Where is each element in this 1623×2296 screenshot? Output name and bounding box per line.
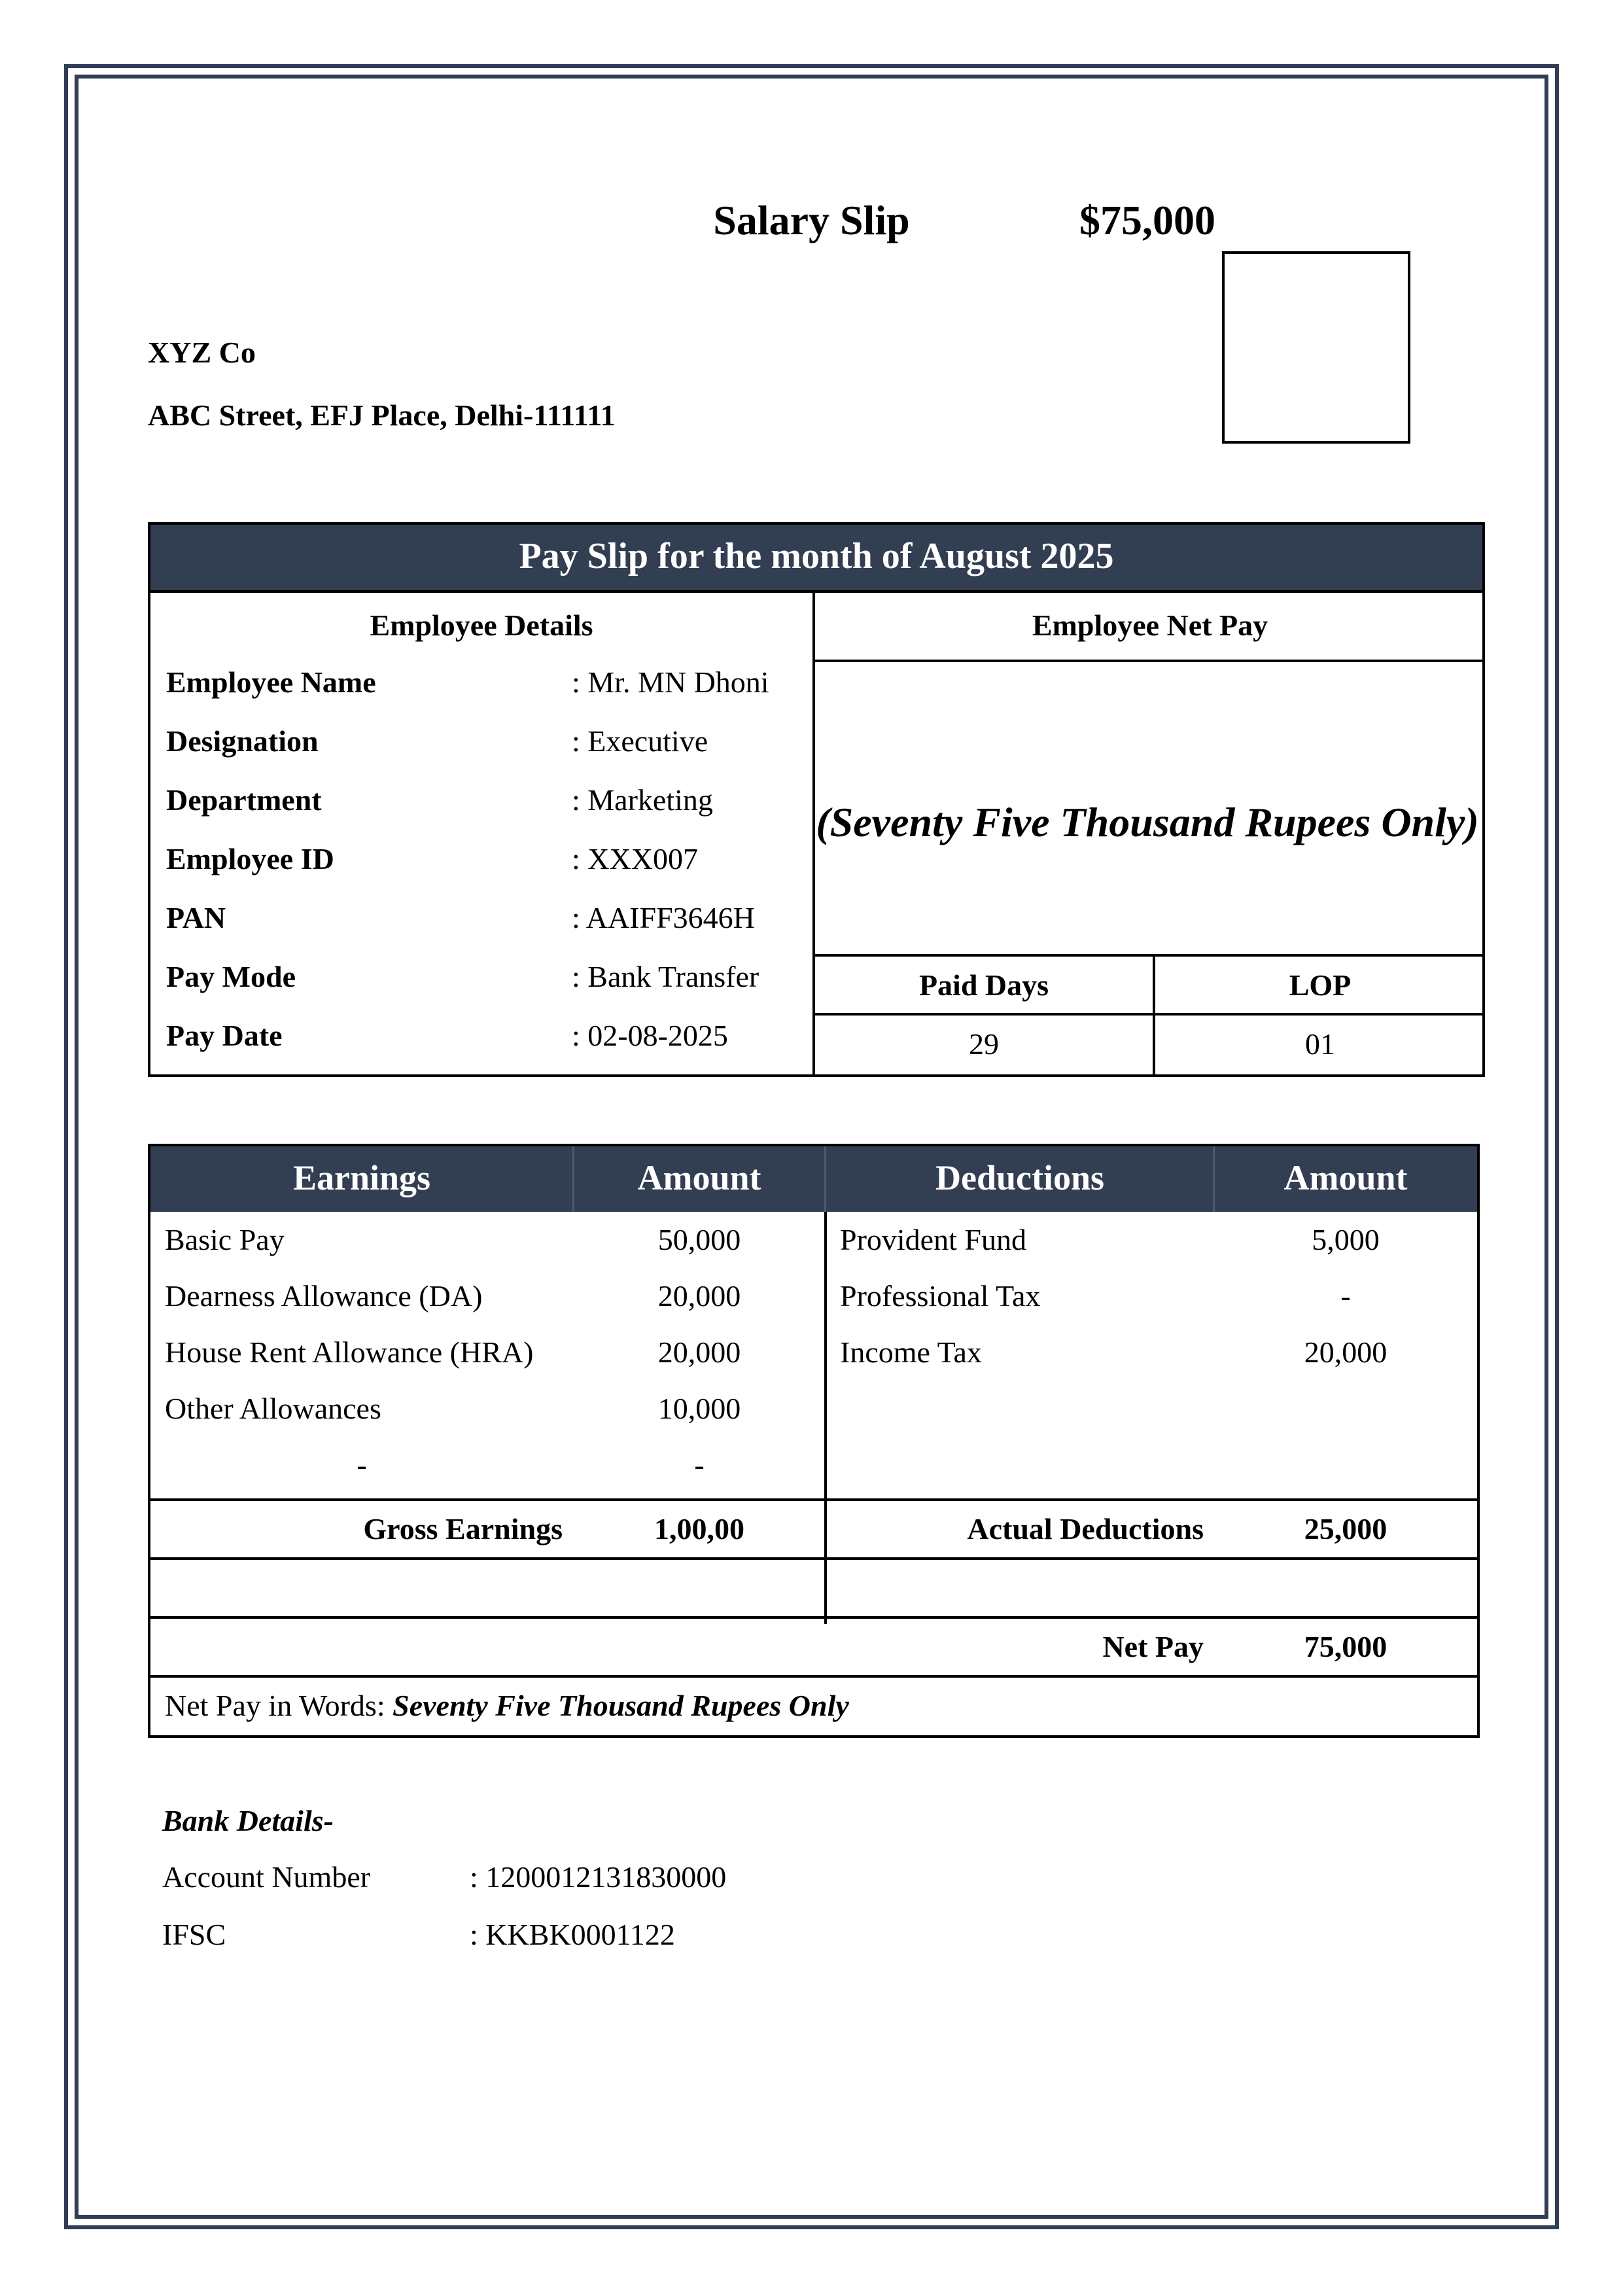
earning-name: Dearness Allowance (DA) xyxy=(165,1279,483,1313)
employee-details-heading: Employee Details xyxy=(370,609,593,642)
earning-name: Basic Pay xyxy=(165,1223,285,1256)
deduction-amount: 20,000 xyxy=(1304,1335,1387,1369)
document-title: Salary Slip xyxy=(713,197,910,243)
detail-value: : Executive xyxy=(572,724,708,758)
earning-name: House Rent Allowance (HRA) xyxy=(165,1335,534,1369)
divider xyxy=(150,1557,1477,1560)
deduction-name: Provident Fund xyxy=(840,1223,1026,1256)
detail-value: : XXX007 xyxy=(572,842,698,875)
divider xyxy=(812,660,1485,662)
net-pay-label: Net Pay xyxy=(1102,1630,1204,1663)
deductions-amount-header: Amount xyxy=(1214,1146,1477,1212)
earning-amount: 10,000 xyxy=(657,1392,741,1425)
deductions-header: Deductions xyxy=(826,1146,1214,1212)
company-address: ABC Street, EFJ Place, Delhi-111111 xyxy=(148,398,616,432)
detail-value: : Bank Transfer xyxy=(572,960,759,993)
deduction-name: Professional Tax xyxy=(840,1279,1041,1313)
detail-label: Pay Date xyxy=(166,1019,283,1052)
account-number-value: : 1200012131830000 xyxy=(470,1860,727,1894)
detail-label: Department xyxy=(166,783,322,817)
deduction-amount: - xyxy=(1340,1279,1351,1313)
company-name: XYZ Co xyxy=(148,336,256,369)
paid-days-value: 29 xyxy=(969,1027,999,1061)
earnings-deductions-table xyxy=(148,1144,1480,1738)
bank-account-row xyxy=(162,1860,727,1894)
actual-deductions-label: Actual Deductions xyxy=(967,1512,1204,1545)
earning-amount: 20,000 xyxy=(657,1279,741,1313)
detail-label: Designation xyxy=(166,724,319,758)
detail-value: : Marketing xyxy=(572,783,713,817)
photo-placeholder xyxy=(1222,251,1410,444)
earning-amount: - xyxy=(694,1448,705,1481)
bank-details-title: Bank Details- xyxy=(162,1804,334,1837)
detail-label: Pay Mode xyxy=(166,960,296,993)
net-pay-in-words xyxy=(165,1678,849,1734)
deduction-amount: 5,000 xyxy=(1312,1223,1380,1256)
divider xyxy=(572,1146,574,1212)
divider xyxy=(824,1146,826,1212)
gross-earnings-value: 1,00,00 xyxy=(654,1512,744,1545)
earnings-header: Earnings xyxy=(150,1146,573,1212)
net-pay-words-value: Seventy Five Thousand Rupees Only xyxy=(393,1689,849,1722)
detail-label: Employee ID xyxy=(166,842,334,875)
ifsc-label: IFSC xyxy=(162,1918,226,1951)
detail-value: : Mr. MN Dhoni xyxy=(572,665,769,699)
earnings-amount-header: Amount xyxy=(573,1146,826,1212)
detail-label: PAN xyxy=(166,901,226,934)
divider xyxy=(1213,1146,1215,1212)
gross-earnings-label: Gross Earnings xyxy=(363,1512,563,1545)
net-pay-value: 75,000 xyxy=(1304,1630,1387,1663)
bank-ifsc-row xyxy=(162,1917,675,1952)
earning-name: - xyxy=(357,1448,367,1481)
net-pay-words: (Seventy Five Thousand Rupees Only) xyxy=(816,799,1479,845)
lop-label: LOP xyxy=(1289,968,1352,1002)
ifsc-value: : KKBK0001122 xyxy=(470,1918,675,1951)
detail-value: : AAIFF3646H xyxy=(572,901,755,934)
account-number-label: Account Number xyxy=(162,1860,371,1894)
earning-amount: 50,000 xyxy=(657,1223,741,1256)
earning-amount: 20,000 xyxy=(657,1335,741,1369)
actual-deductions-value: 25,000 xyxy=(1304,1512,1387,1545)
net-pay-amount: $75,000 xyxy=(1079,197,1215,243)
net-pay-words-label: Net Pay in Words: xyxy=(165,1689,393,1722)
detail-label: Employee Name xyxy=(166,665,376,699)
earning-name: Other Allowances xyxy=(165,1392,381,1425)
detail-value: : 02-08-2025 xyxy=(572,1019,728,1052)
employee-net-pay-heading: Employee Net Pay xyxy=(1032,609,1268,642)
lop-value: 01 xyxy=(1305,1027,1335,1061)
deduction-name: Income Tax xyxy=(840,1335,982,1369)
payslip-month-header: Pay Slip for the month of August 2025 xyxy=(150,525,1482,593)
paid-days-label: Paid Days xyxy=(918,968,1049,1002)
